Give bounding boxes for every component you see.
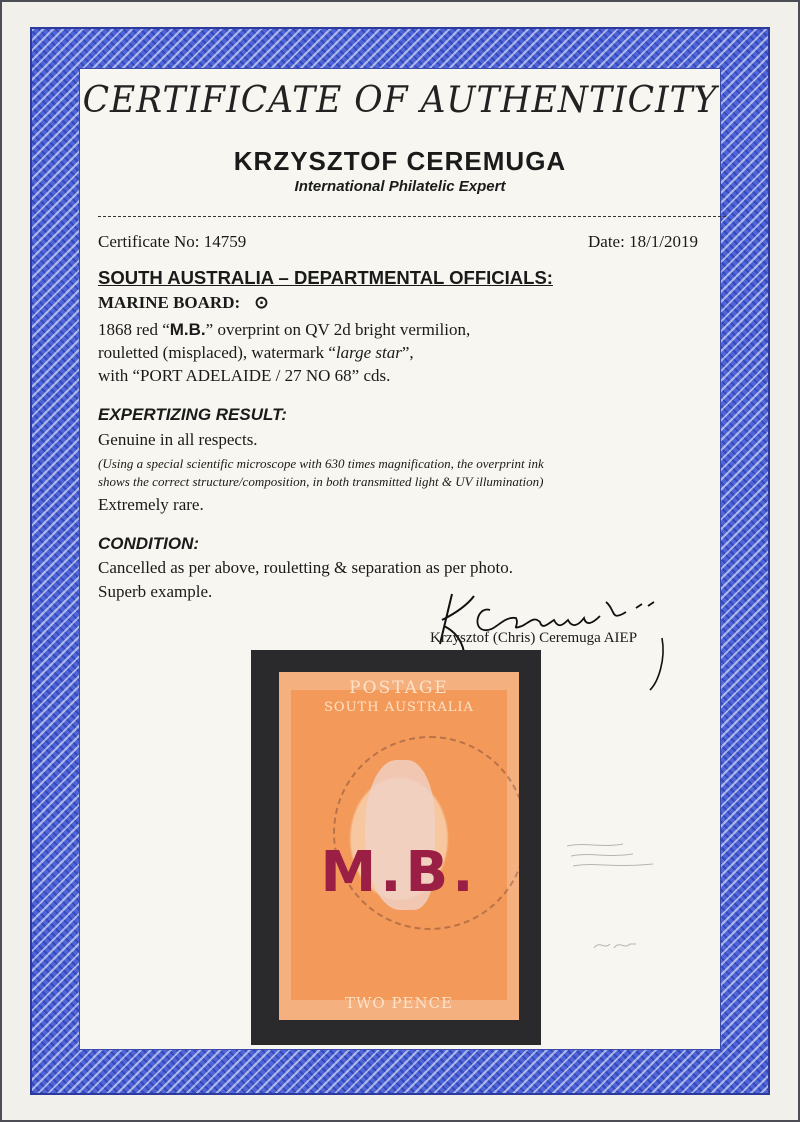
cancel-symbol: ⊙ bbox=[254, 293, 269, 312]
watermark-name: large star bbox=[335, 343, 402, 362]
certificate-number-label: Certificate No: bbox=[98, 232, 200, 251]
pencil-price bbox=[592, 938, 642, 952]
result-heading: EXPERTIZING RESULT: bbox=[98, 405, 287, 424]
certificate-date-value: 18/1/2019 bbox=[629, 232, 699, 251]
condition-line: Cancelled as per above, rouletting & separation as per photo. bbox=[98, 558, 513, 577]
certificate-date-label: Date: bbox=[588, 232, 625, 251]
pencil-notes bbox=[563, 838, 673, 878]
certificate-number-value: 14759 bbox=[203, 232, 247, 251]
rarity-line: Extremely rare. bbox=[98, 495, 204, 514]
subheading bbox=[98, 293, 269, 313]
description-text: ”, bbox=[401, 343, 414, 362]
result-note: (Using a special scientific microscope with 630 times magnification, the overprint ink bbox=[98, 456, 544, 471]
expert-role: International Philatelic Expert bbox=[294, 178, 506, 195]
country-heading: SOUTH AUSTRALIA – DEPARTMENTAL OFFICIALS: bbox=[98, 267, 553, 288]
stamp-top-label: POSTAGE bbox=[349, 678, 449, 698]
description-line-1 bbox=[98, 320, 470, 340]
description-text: rouletted (misplaced), watermark “ bbox=[98, 343, 336, 362]
overprint-name: M.B. bbox=[169, 320, 206, 339]
stamp bbox=[279, 672, 519, 1020]
result-note: shows the correct structure/composition, in both transmitted light & UV illumination) bbox=[98, 474, 544, 489]
expert-name: KRZYSZTOF CEREMUGA bbox=[233, 146, 567, 176]
signature-caption: Krzysztof (Chris) Ceremuga AIEP bbox=[430, 630, 638, 646]
subheading-label: MARINE BOARD: bbox=[98, 293, 241, 312]
certificate-number bbox=[98, 232, 246, 252]
stamp-photo bbox=[251, 650, 541, 1045]
result-line: Genuine in all respects. bbox=[98, 430, 258, 449]
header-divider bbox=[98, 216, 726, 217]
certificate-title: CERTIFICATE OF AUTHENTICITY bbox=[82, 80, 718, 121]
condition-line: Superb example. bbox=[98, 582, 213, 601]
condition-heading: CONDITION: bbox=[98, 534, 200, 553]
description-text: 1868 red “ bbox=[98, 320, 170, 339]
stamp-value-label: TWO PENCE bbox=[344, 994, 454, 1012]
description-text: ” overprint on QV 2d bright vermilion, bbox=[205, 320, 471, 339]
description-line-2 bbox=[98, 343, 414, 363]
stamp-overprint: M.B. bbox=[320, 840, 478, 905]
description-line-3: with “PORT ADELAIDE / 27 NO 68” cds. bbox=[98, 366, 391, 385]
certificate-date bbox=[588, 232, 698, 252]
stamp-country-label: SOUTH AUSTRALIA bbox=[324, 700, 474, 715]
